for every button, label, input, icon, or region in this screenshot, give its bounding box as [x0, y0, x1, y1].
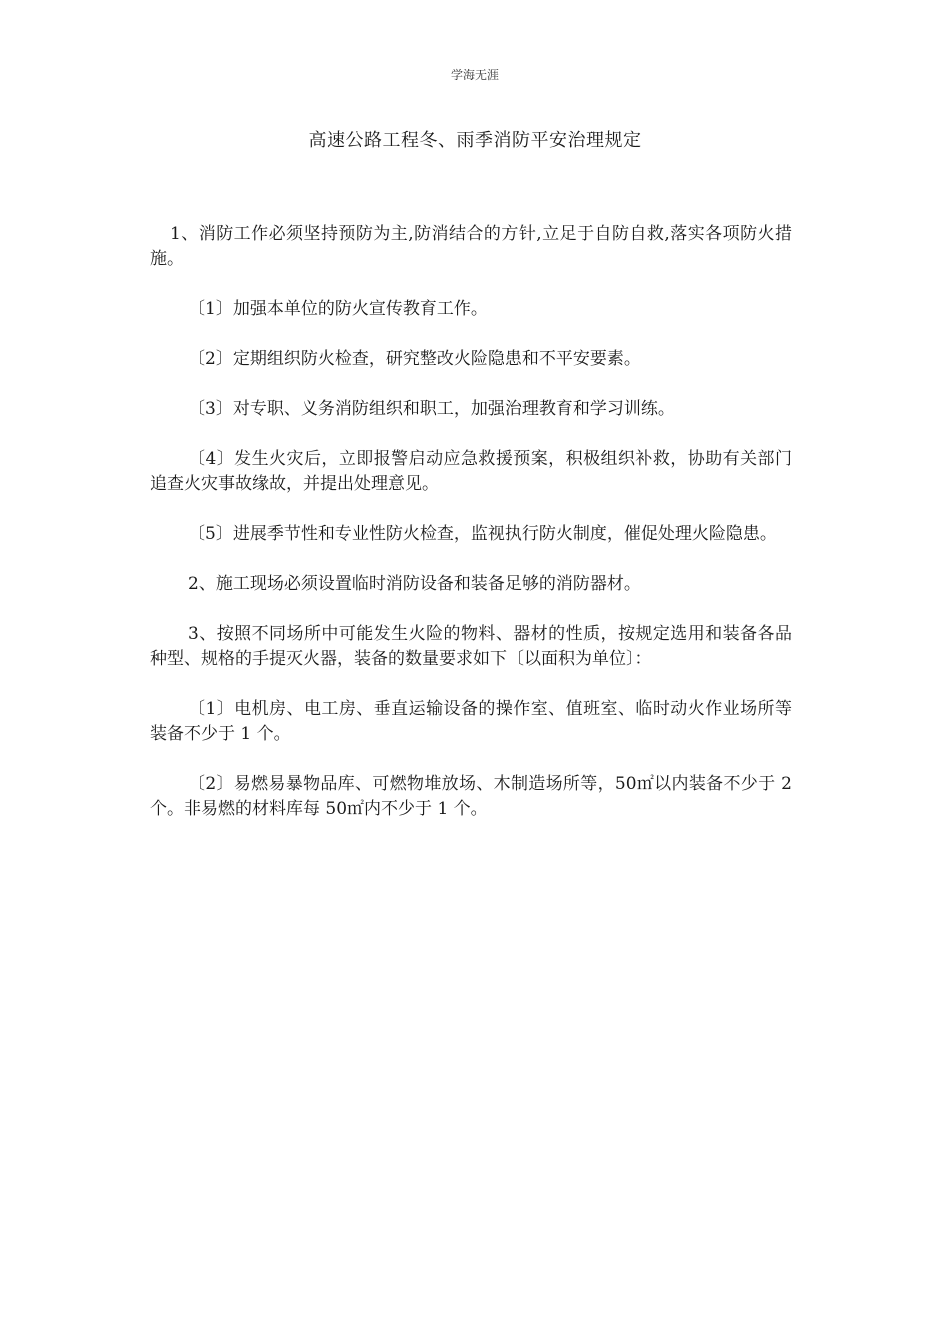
paragraph-1-1: 〔1〕加强本单位的防火宣传教育工作。: [188, 299, 488, 319]
paragraph-1-3: 〔3〕对专职、义务消防组织和职工，加强治理教育和学习训练。: [188, 399, 675, 419]
page-header: 学海无涯: [450, 68, 499, 82]
paragraph-1: 1、消防工作必须坚持预防为主,防消结合的方针,立足于自防自救,落实各项防火措施。: [150, 224, 792, 269]
paragraph-1-2: 〔2〕定期组织防火检查，研究整改火险隐患和不平安要素。: [188, 349, 641, 369]
paragraph-3-2: 〔2〕易燃易暴物品库、可燃物堆放场、木制造场所等，50㎡以内装备不少于 2 个。非易燃的材料库每 50㎡内不少于 1 个。: [150, 774, 792, 819]
paragraph-3: 3、按照不同场所中可能发生火险的物料、器材的性质，按规定选用和装备各品种型、规格的手提灭火器，装备的数量要求如下〔以面积为单位〕：: [150, 624, 792, 669]
document-title: 高速公路工程冬、雨季消防平安治理规定: [308, 130, 642, 151]
paragraph-2: 2、施工现场必须设置临时消防设备和装备足够的消防器材。: [188, 574, 641, 594]
paragraph-1-5: 〔5〕进展季节性和专业性防火检查，监视执行防火制度，催促处理火险隐患。: [188, 524, 777, 544]
paragraph-1-4: 〔4〕发生火灾后，立即报警启动应急救援预案，积极组织补救，协助有关部门追查火灾事故缘故，并提出处理意见。: [150, 449, 792, 494]
paragraph-3-1: 〔1〕电机房、电工房、垂直运输设备的操作室、值班室、临时动火作业场所等装备不少于 1 个。: [150, 699, 792, 744]
document-body: [150, 222, 792, 847]
